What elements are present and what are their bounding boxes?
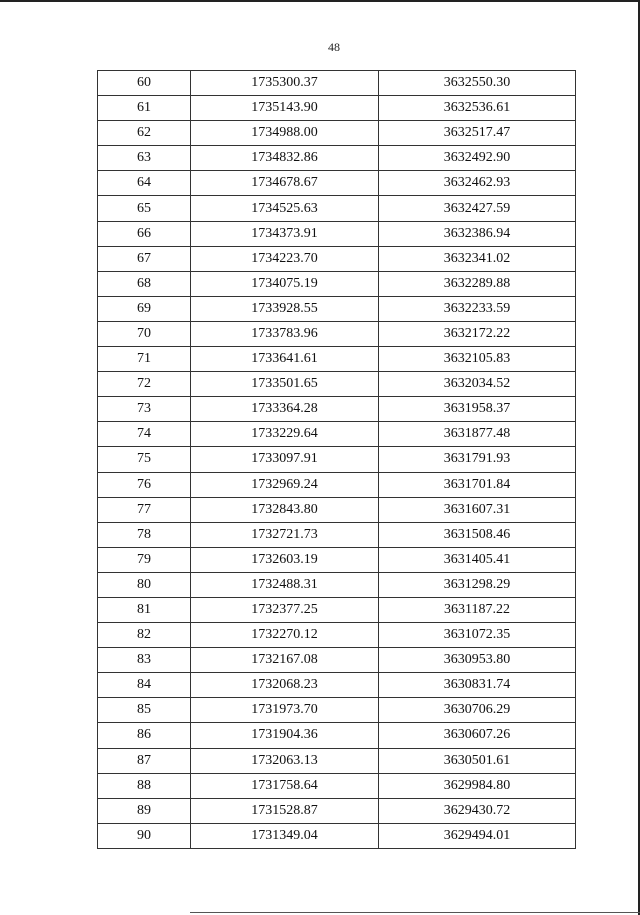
y-coordinate-cell: 3632536.61 xyxy=(379,96,576,121)
y-coordinate-cell: 3632341.02 xyxy=(379,246,576,271)
x-coordinate-cell: 1731973.70 xyxy=(191,698,379,723)
point-number-cell: 88 xyxy=(98,773,191,798)
point-number-cell: 61 xyxy=(98,96,191,121)
table-row xyxy=(98,723,576,748)
y-coordinate-cell: 3632034.52 xyxy=(379,372,576,397)
page-edge-bottom xyxy=(190,912,640,913)
x-coordinate-cell: 1732969.24 xyxy=(191,472,379,497)
point-number-cell: 86 xyxy=(98,723,191,748)
coordinates-table-body xyxy=(98,71,576,849)
table-row xyxy=(98,748,576,773)
x-coordinate-cell: 1731349.04 xyxy=(191,823,379,848)
y-coordinate-cell: 3631072.35 xyxy=(379,623,576,648)
x-coordinate-cell: 1731528.87 xyxy=(191,798,379,823)
y-coordinate-cell: 3630831.74 xyxy=(379,673,576,698)
point-number-cell: 90 xyxy=(98,823,191,848)
x-coordinate-cell: 1732270.12 xyxy=(191,623,379,648)
point-number-cell: 84 xyxy=(98,673,191,698)
table-row xyxy=(98,648,576,673)
point-number-cell: 74 xyxy=(98,422,191,447)
y-coordinate-cell: 3630706.29 xyxy=(379,698,576,723)
table-row xyxy=(98,221,576,246)
point-number-cell: 72 xyxy=(98,372,191,397)
x-coordinate-cell: 1735143.90 xyxy=(191,96,379,121)
table-row xyxy=(98,547,576,572)
table-row xyxy=(98,472,576,497)
point-number-cell: 85 xyxy=(98,698,191,723)
page-number: 48 xyxy=(328,40,340,54)
y-coordinate-cell: 3632550.30 xyxy=(379,71,576,96)
x-coordinate-cell: 1734988.00 xyxy=(191,121,379,146)
table-row xyxy=(98,171,576,196)
table-row xyxy=(98,623,576,648)
point-number-cell: 67 xyxy=(98,246,191,271)
x-coordinate-cell: 1733229.64 xyxy=(191,422,379,447)
x-coordinate-cell: 1734525.63 xyxy=(191,196,379,221)
table-row xyxy=(98,447,576,472)
point-number-cell: 78 xyxy=(98,522,191,547)
y-coordinate-cell: 3631607.31 xyxy=(379,497,576,522)
y-coordinate-cell: 3632289.88 xyxy=(379,271,576,296)
x-coordinate-cell: 1734223.70 xyxy=(191,246,379,271)
y-coordinate-cell: 3631298.29 xyxy=(379,572,576,597)
point-number-cell: 73 xyxy=(98,397,191,422)
y-coordinate-cell: 3630953.80 xyxy=(379,648,576,673)
table-row xyxy=(98,196,576,221)
point-number-cell: 66 xyxy=(98,221,191,246)
table-row xyxy=(98,146,576,171)
table-row xyxy=(98,522,576,547)
point-number-cell: 75 xyxy=(98,447,191,472)
y-coordinate-cell: 3629984.80 xyxy=(379,773,576,798)
point-number-cell: 68 xyxy=(98,271,191,296)
y-coordinate-cell: 3632172.22 xyxy=(379,321,576,346)
y-coordinate-cell: 3630607.26 xyxy=(379,723,576,748)
table-row xyxy=(98,798,576,823)
table-row xyxy=(98,271,576,296)
table-row xyxy=(98,246,576,271)
y-coordinate-cell: 3631958.37 xyxy=(379,397,576,422)
x-coordinate-cell: 1732167.08 xyxy=(191,648,379,673)
x-coordinate-cell: 1734678.67 xyxy=(191,171,379,196)
point-number-cell: 71 xyxy=(98,347,191,372)
x-coordinate-cell: 1732843.80 xyxy=(191,497,379,522)
table-row xyxy=(98,347,576,372)
point-number-cell: 63 xyxy=(98,146,191,171)
point-number-cell: 76 xyxy=(98,472,191,497)
y-coordinate-cell: 3632386.94 xyxy=(379,221,576,246)
point-number-cell: 89 xyxy=(98,798,191,823)
point-number-cell: 65 xyxy=(98,196,191,221)
page-edge-top xyxy=(0,0,640,2)
point-number-cell: 82 xyxy=(98,623,191,648)
point-number-cell: 77 xyxy=(98,497,191,522)
x-coordinate-cell: 1732603.19 xyxy=(191,547,379,572)
table-row xyxy=(98,96,576,121)
table-row xyxy=(98,422,576,447)
table-row xyxy=(98,823,576,848)
y-coordinate-cell: 3632105.83 xyxy=(379,347,576,372)
table-row xyxy=(98,321,576,346)
point-number-cell: 87 xyxy=(98,748,191,773)
x-coordinate-cell: 1733783.96 xyxy=(191,321,379,346)
table-row xyxy=(98,597,576,622)
point-number-cell: 83 xyxy=(98,648,191,673)
table-row xyxy=(98,773,576,798)
x-coordinate-cell: 1734832.86 xyxy=(191,146,379,171)
x-coordinate-cell: 1735300.37 xyxy=(191,71,379,96)
x-coordinate-cell: 1732488.31 xyxy=(191,572,379,597)
x-coordinate-cell: 1732068.23 xyxy=(191,673,379,698)
x-coordinate-cell: 1733501.65 xyxy=(191,372,379,397)
table-row xyxy=(98,673,576,698)
coordinates-table xyxy=(97,70,576,849)
y-coordinate-cell: 3630501.61 xyxy=(379,748,576,773)
x-coordinate-cell: 1734075.19 xyxy=(191,271,379,296)
y-coordinate-cell: 3632427.59 xyxy=(379,196,576,221)
table-row xyxy=(98,698,576,723)
table-row xyxy=(98,121,576,146)
x-coordinate-cell: 1731904.36 xyxy=(191,723,379,748)
y-coordinate-cell: 3631877.48 xyxy=(379,422,576,447)
point-number-cell: 70 xyxy=(98,321,191,346)
x-coordinate-cell: 1733097.91 xyxy=(191,447,379,472)
y-coordinate-cell: 3631701.84 xyxy=(379,472,576,497)
point-number-cell: 80 xyxy=(98,572,191,597)
y-coordinate-cell: 3631791.93 xyxy=(379,447,576,472)
x-coordinate-cell: 1732377.25 xyxy=(191,597,379,622)
x-coordinate-cell: 1731758.64 xyxy=(191,773,379,798)
table-row xyxy=(98,397,576,422)
table-row xyxy=(98,497,576,522)
x-coordinate-cell: 1733364.28 xyxy=(191,397,379,422)
y-coordinate-cell: 3629430.72 xyxy=(379,798,576,823)
x-coordinate-cell: 1732063.13 xyxy=(191,748,379,773)
point-number-cell: 60 xyxy=(98,71,191,96)
x-coordinate-cell: 1732721.73 xyxy=(191,522,379,547)
table-row xyxy=(98,296,576,321)
y-coordinate-cell: 3631187.22 xyxy=(379,597,576,622)
y-coordinate-cell: 3632492.90 xyxy=(379,146,576,171)
x-coordinate-cell: 1733641.61 xyxy=(191,347,379,372)
x-coordinate-cell: 1733928.55 xyxy=(191,296,379,321)
y-coordinate-cell: 3632462.93 xyxy=(379,171,576,196)
point-number-cell: 79 xyxy=(98,547,191,572)
y-coordinate-cell: 3632517.47 xyxy=(379,121,576,146)
table-row xyxy=(98,572,576,597)
point-number-cell: 64 xyxy=(98,171,191,196)
x-coordinate-cell: 1734373.91 xyxy=(191,221,379,246)
point-number-cell: 81 xyxy=(98,597,191,622)
y-coordinate-cell: 3631508.46 xyxy=(379,522,576,547)
point-number-cell: 69 xyxy=(98,296,191,321)
point-number-cell: 62 xyxy=(98,121,191,146)
table-row xyxy=(98,71,576,96)
y-coordinate-cell: 3629494.01 xyxy=(379,823,576,848)
y-coordinate-cell: 3632233.59 xyxy=(379,296,576,321)
y-coordinate-cell: 3631405.41 xyxy=(379,547,576,572)
table-row xyxy=(98,372,576,397)
